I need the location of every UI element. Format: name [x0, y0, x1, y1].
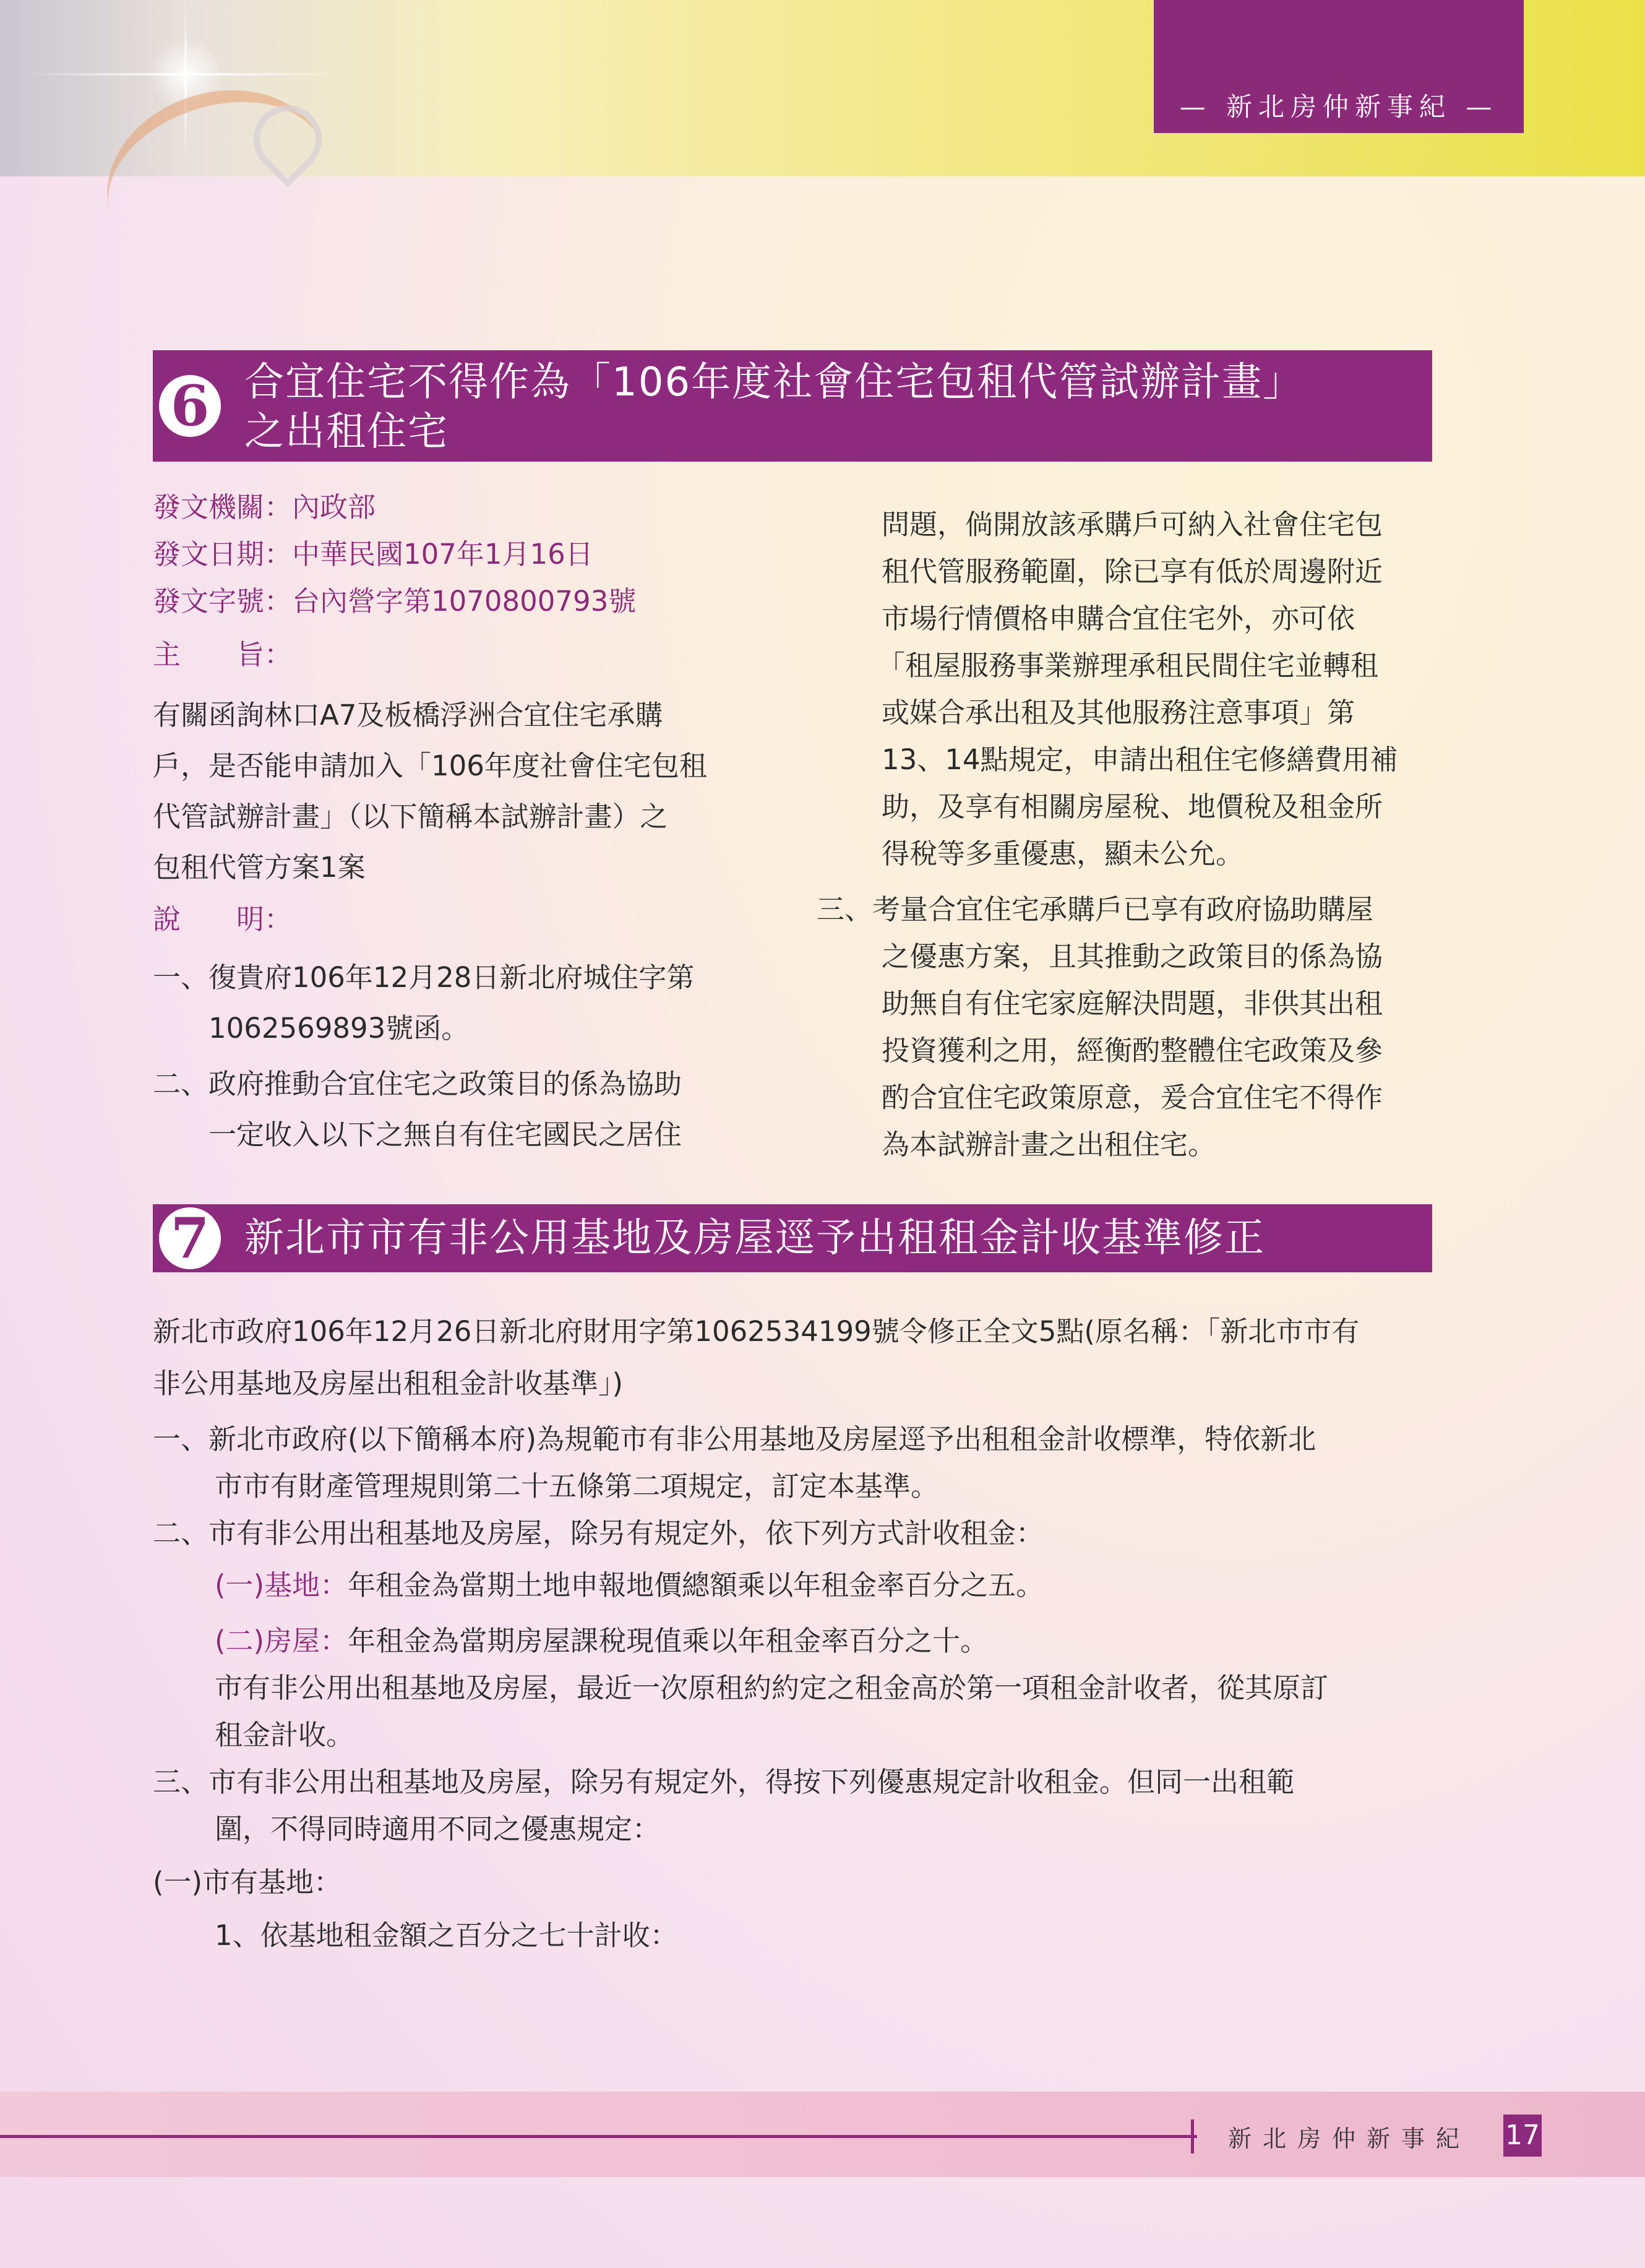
right-column-line: 問題，倘開放該承購戶可納入社會住宅包 [882, 508, 1383, 541]
explain-item-3: 之優惠方案，且其推動之政策目的係為協 [882, 940, 1383, 973]
section-6-title-line2: 之出租住宅 [244, 409, 449, 455]
section-7-number-badge: 7 [159, 1207, 221, 1269]
right-column-line: 助，及享有相關房屋稅、地價稅及租金所 [882, 790, 1383, 823]
page-number: 17 [1503, 2115, 1542, 2157]
meta-date: 發文日期：中華民國107年1月16日 [153, 538, 593, 571]
section-6-heading [153, 350, 1432, 462]
right-column-line: 「租屋服務事業辦理承租民間住宅並轉租 [877, 649, 1379, 682]
right-column-line: 市場行情價格申購合宜住宅外，亦可依 [882, 602, 1355, 635]
brand-tab [1154, 0, 1524, 133]
explain-item: 一定收入以下之無自有住宅國民之居住 [153, 1118, 682, 1151]
item-1: 一、新北市政府(以下簡稱本府)為規範市有非公用基地及房屋逕予出租租金計收標準，特依新北 [153, 1423, 1316, 1455]
right-column-line: 13、14點規定，申請出租住宅修繕費用補 [882, 743, 1398, 776]
footer-rule-tick [1191, 2119, 1194, 2154]
item-1: 市市有財產管理規則第二十五條第二項規定，訂定本基準。 [215, 1470, 939, 1503]
sub-item-house: (二)房屋：年租金為當期房屋課稅現值乘以年租金率百分之十。 [215, 1624, 989, 1657]
item-2: 二、市有非公用出租基地及房屋，除另有規定外，依下列方式計收租金： [153, 1517, 1044, 1550]
explain-item: 一、復貴府106年12月28日新北府城住字第 [153, 961, 695, 994]
section-6-number-badge: 6 [159, 375, 221, 437]
section-6-title-line1: 合宜住宅不得作為「106年度社會住宅包租代管試辦計畫」 [244, 360, 1304, 405]
section-7-heading [153, 1204, 1432, 1272]
note-line: 租金計收。 [215, 1718, 354, 1751]
explain-item-3: 為本試辦計畫之出租住宅。 [882, 1128, 1216, 1161]
sub-item-city-land: (一)市有基地： [153, 1866, 342, 1899]
subject-line: 代管試辦計畫」（以下簡稱本試辦計畫）之 [153, 800, 668, 833]
explain-item-3: 三、考量合宜住宅承購戶已享有政府協助購屋 [817, 893, 1374, 926]
meta-doc-number: 發文字號：台內營字第1070800793號 [153, 585, 637, 618]
meta-agency: 發文機關：內政部 [153, 491, 376, 524]
explain-label: 說 明： [153, 903, 293, 936]
right-column-line: 得稅等多重優惠，顯未公允。 [882, 837, 1244, 870]
section-7-title: 新北市市有非公用基地及房屋逕予出租租金計收基準修正 [244, 1215, 1265, 1261]
right-column-line: 租代管服務範圍，除已享有低於周邊附近 [882, 555, 1383, 588]
explain-item: 二、政府推動合宜住宅之政策目的係為協助 [153, 1067, 682, 1100]
brand-title: — 新北房仲新事紀 — [1179, 92, 1498, 122]
rainbow-arc [84, 63, 350, 297]
explain-item-3: 助無自有住宅家庭解決問題，非供其出租 [882, 987, 1383, 1020]
explain-item-3: 酌合宜住宅政策原意，爰合宜住宅不得作 [882, 1081, 1383, 1114]
footer-brand: 新北房仲新事紀 [1228, 2125, 1471, 2152]
intro-line: 非公用基地及房屋出租租金計收基準」) [153, 1367, 624, 1400]
sub-item-city-land-1: 1、依基地租金額之百分之七十計收： [215, 1919, 678, 1952]
footer-rule [0, 2135, 1197, 2138]
item-3: 圍，不得同時適用不同之優惠規定： [215, 1813, 661, 1845]
subject-line: 戶，是否能申請加入「106年度社會住宅包租 [153, 749, 707, 782]
subject-line: 有關函詢林口A7及板橋浮洲合宜住宅承購 [153, 699, 663, 731]
right-column-line: 或媒合承出租及其他服務注意事項」第 [882, 696, 1355, 729]
sub-item-land: (一)基地：年租金為當期土地申報地價總額乘以年租金率百分之五。 [215, 1569, 1044, 1602]
item-3: 三、市有非公用出租基地及房屋，除另有規定外，得按下列優惠規定計收租金。但同一出租範 [153, 1766, 1295, 1798]
explain-item: 1062569893號函。 [153, 1012, 470, 1045]
intro-line: 新北市政府106年12月26日新北府財用字第1062534199號令修正全文5點(原名稱：「新北市市有 [153, 1315, 1360, 1348]
note-line: 市有非公用出租基地及房屋，最近一次原租約約定之租金高於第一項租金計收者，從其原訂 [215, 1671, 1329, 1704]
explain-item-3: 投資獲利之用，經衡酌整體住宅政策及參 [882, 1034, 1383, 1067]
subject-line: 包租代管方案1案 [153, 851, 366, 884]
header-banner [0, 0, 1645, 176]
subject-label: 主 旨： [153, 638, 293, 671]
